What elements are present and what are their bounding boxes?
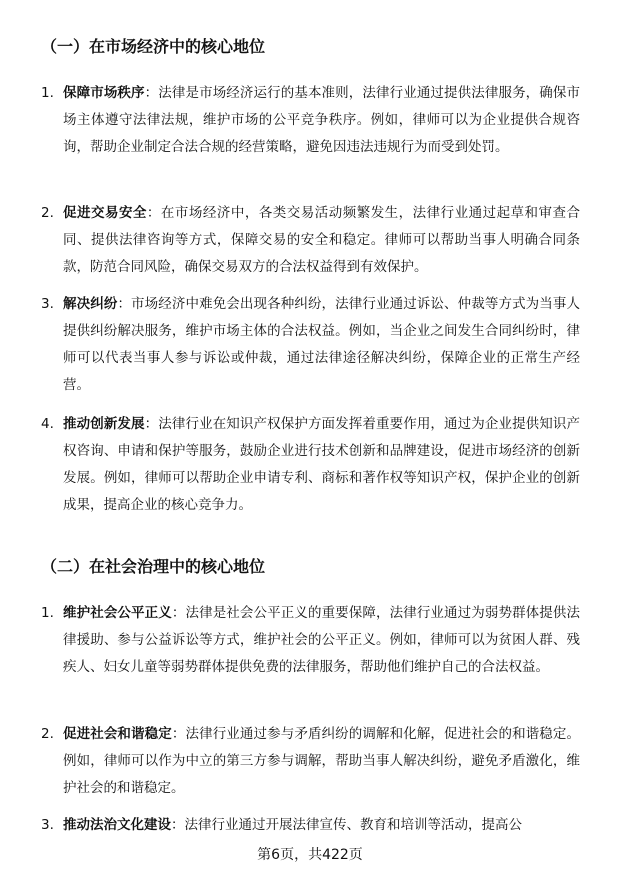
list-item: [41, 721, 581, 802]
list-item: [41, 600, 581, 681]
item-term: 解决纠纷: [63, 296, 118, 312]
item-text: ：法律行业通过参与矛盾纠纷的调解和化解，促进社会的和谐稳定。例如，律师可以作为中立的第三方参与调解，帮助当事人解决纠纷，避免矛盾激化，维护社会的和谐稳定。: [63, 726, 581, 796]
list-number: 3.: [41, 296, 54, 312]
item-text: ：市场经济中难免会出现各种纠纷，法律行业通过诉讼、仲裁等方式为当事人提供纠纷解决服务，维护市场主体的合法权益。例如，当企业之间发生合同纠纷时，律师可以代表当事人参与诉讼或仲裁，通过法律途径解决纠纷，保障企业的正常生产经营。: [63, 296, 581, 393]
item-term: 促进交易安全: [63, 205, 147, 221]
list-item: [41, 291, 581, 399]
list-item: [41, 812, 581, 839]
page-number: 第6页，共422页: [257, 847, 363, 863]
list-item: [41, 200, 581, 281]
item-text: ：法律是市场经济运行的基本准则，法律行业通过提供法律服务，确保市场主体遵守法律法规，维护市场的公平竞争秩序。例如，律师可以为企业提供合规咨询，帮助企业制定合法合规的经营策略，避免因违法违规行为而受到处罚。: [63, 85, 581, 155]
item-text: ：法律行业在知识产权保护方面发挥着重要作用，通过为企业提供知识产权咨询、申请和保护等服务，鼓励企业进行技术创新和品牌建设，促进市场经济的创新发展。例如，律师可以帮助企业申请专利、商标和著作权等知识产权，保护企业的创新成果，提高企业的核心竞争力。: [63, 416, 581, 513]
item-term: 推动创新发展: [63, 416, 145, 432]
list-number: 1.: [41, 605, 54, 621]
item-term: 保障市场秩序: [63, 85, 145, 101]
item-text: ：在市场经济中，各类交易活动频繁发生，法律行业通过起草和审查合同、提供法律咨询等方式，保障交易的安全和稳定。律师可以帮助当事人明确合同条款，防范合同风险，确保交易双方的合法权益得到有效保护。: [63, 205, 581, 275]
list-number: 1.: [41, 85, 54, 101]
list-number: 2.: [41, 205, 54, 221]
section-heading: （一）在市场经济中的核心地位: [41, 37, 266, 56]
item-text: ：法律行业通过开展法律宣传、教育和培训等活动，提高公: [171, 817, 522, 833]
list-number: 4.: [41, 416, 54, 432]
item-term: 促进社会和谐稳定: [63, 726, 172, 742]
list-number: 3.: [41, 817, 54, 833]
item-term: 维护社会公平正义: [63, 605, 172, 621]
list-item: [41, 411, 581, 519]
list-item: [41, 80, 581, 161]
list-number: 2.: [41, 726, 54, 742]
item-term: 推动法治文化建设: [63, 817, 171, 833]
section-heading: （二）在社会治理中的核心地位: [41, 557, 266, 576]
item-text: ：法律是社会公平正义的重要保障，法律行业通过为弱势群体提供法律援助、参与公益诉讼等方式，维护社会的公平正义。例如，律师可以为贫困人群、残疾人、妇女儿童等弱势群体提供免费的法律服务，帮助他们维护自己的合法权益。: [63, 605, 581, 675]
